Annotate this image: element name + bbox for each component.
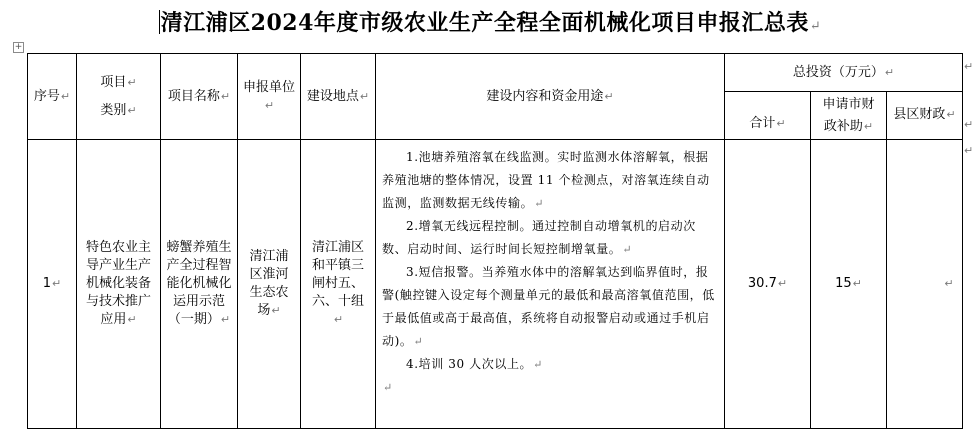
paragraph-mark-icon: ↵ (852, 277, 862, 290)
row-end-mark-icon: ↵ (964, 60, 974, 73)
content-paragraph (382, 146, 720, 215)
summary-table (27, 53, 963, 429)
paragraph-mark-icon: ↵ (776, 117, 786, 130)
cell-text: 清江浦区和平镇三闸村五、六、十组 (311, 240, 364, 309)
cell-total (725, 140, 811, 429)
header-label: 县区财政 (893, 107, 946, 122)
paragraph-mark-icon: ↵ (333, 313, 344, 326)
cell-text: 30.7 (747, 276, 777, 291)
content-paragraph (382, 376, 720, 399)
header-cell-unit (238, 54, 301, 140)
paragraph-mark-icon: ↵ (777, 277, 788, 290)
paragraph-mark-icon: ↵ (60, 89, 71, 103)
cell-text: 特色农业主导产业生产机械化装备与技术推广应用 (85, 240, 151, 327)
cell-county (887, 140, 963, 429)
table-move-handle-icon[interactable]: + (14, 42, 23, 52)
cell-content (376, 140, 725, 429)
header-label: 政补助 (823, 118, 863, 134)
paragraph-mark-icon: ↵ (127, 313, 137, 326)
row-end-mark-icon: ↵ (964, 118, 974, 131)
paragraph-mark-icon: ↵ (622, 243, 633, 256)
cell-text: 15 (835, 276, 852, 291)
text-cursor (159, 10, 160, 34)
header-cell-category (77, 54, 161, 140)
header-label: 申请市财 (822, 96, 875, 112)
table-row (28, 140, 963, 429)
header-cell-total-investment (725, 54, 963, 92)
content-paragraph (382, 353, 720, 376)
paragraph-mark-icon: ↵ (264, 98, 275, 112)
cell-city-subsidy (811, 140, 887, 429)
cell-location (301, 140, 376, 429)
header-cell-content (376, 54, 725, 140)
paragraph-mark-icon: ↵ (534, 197, 545, 210)
header-label: 项目名称 (167, 88, 220, 104)
paragraph-mark-icon: ↵ (52, 277, 62, 290)
cell-unit (238, 140, 301, 429)
cell-category (77, 140, 161, 429)
paragraph-mark-icon: ↵ (271, 304, 281, 317)
content-paragraph (382, 215, 720, 261)
header-label: 序号 (33, 88, 60, 104)
row-end-mark-icon: ↵ (964, 144, 974, 157)
header-cell-seq (28, 54, 77, 140)
paragraph-mark-icon: ↵ (809, 19, 822, 34)
content-paragraph (382, 261, 720, 353)
paragraph-mark-icon: ↵ (533, 358, 543, 371)
paragraph-mark-icon: ↵ (944, 277, 954, 290)
page-title (0, 6, 980, 37)
header-cell-county (887, 92, 963, 140)
header-cell-location (301, 54, 376, 140)
paragraph-mark-icon: ↵ (383, 381, 393, 394)
header-label: 建设内容和资金用途 (486, 88, 604, 104)
content-text: 2.增氧无线远程控制。通过控制自动增氧机的启动次数、启动时间、运行时间长短控制增氧量。 (382, 219, 696, 256)
header-label: 建设地点 (306, 88, 359, 104)
header-label: 项目 (100, 74, 127, 90)
paragraph-mark-icon: ↵ (359, 89, 370, 103)
paragraph-mark-icon: ↵ (863, 119, 874, 133)
cell-seq (28, 140, 77, 429)
paragraph-mark-icon: ↵ (127, 103, 137, 117)
paragraph-mark-icon: ↵ (884, 65, 895, 79)
header-cell-name (161, 54, 238, 140)
paragraph-mark-icon: ↵ (946, 108, 956, 121)
header-label: 总投资（万元） (792, 64, 884, 80)
paragraph-mark-icon: ↵ (220, 89, 231, 103)
title-text: 清江浦区2024年度市级农业生产全程全面机械化项目申报汇总表 (160, 10, 809, 36)
header-cell-city-subsidy (811, 92, 887, 140)
header-label: 类别 (100, 102, 127, 118)
content-text: 1.池塘养殖溶氧在线监测。实时监测水体溶解氧，根据养殖池塘的整体情况，设置 11 个检测点，对溶氧连续自动监测，监测数据无线传输。 (382, 150, 710, 210)
paragraph-mark-icon: ↵ (220, 313, 231, 326)
paragraph-mark-icon: ↵ (413, 335, 424, 348)
header-cell-total (725, 92, 811, 140)
paragraph-mark-icon: ↵ (127, 75, 137, 89)
cell-text: 螃蟹养殖生产全过程智能化机械化运用示范（一期） (166, 240, 232, 327)
header-label: 合计 (749, 116, 776, 131)
cell-project-name (161, 140, 238, 429)
cell-text: 1 (42, 276, 52, 291)
content-text: 4.培训 30 人次以上。 (406, 357, 533, 371)
header-row (28, 54, 963, 92)
cell-text: 清江浦区淮河生态农场 (249, 249, 289, 318)
content-text: 3.短信报警。当养殖水体中的溶解氧达到临界值时，报警(触控键入设定每个测量单元的最低和最高溶氧值范围，低于最低值或高于最高值，系统将自动报警启动或通过手机启动)。 (382, 265, 715, 348)
paragraph-mark-icon: ↵ (604, 89, 614, 103)
header-label: 申报单位 (242, 79, 295, 95)
